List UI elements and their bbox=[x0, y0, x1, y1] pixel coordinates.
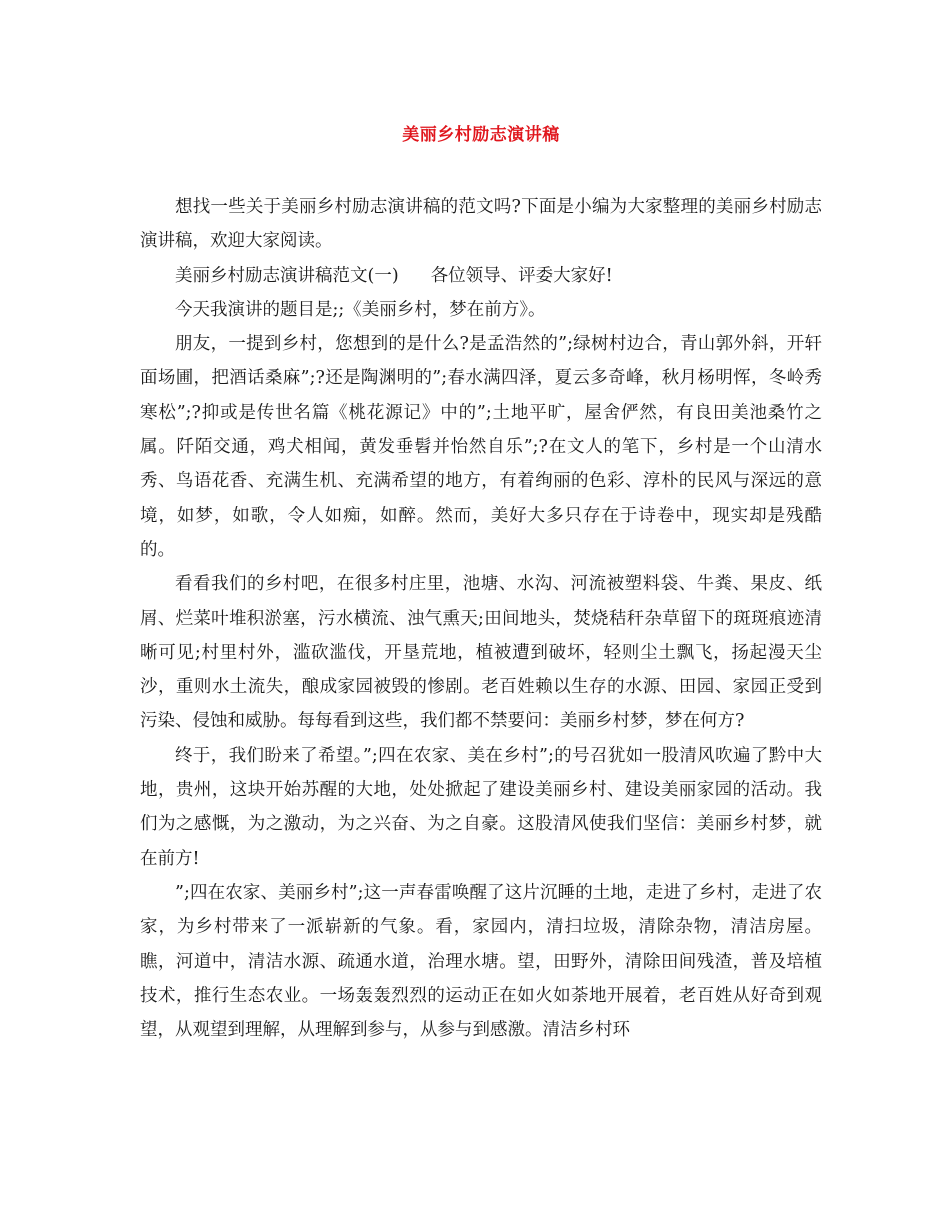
body-paragraph: ”;四在农家、美丽乡村”;这一声春雷唤醒了这片沉睡的土地，走进了乡村，走进了农家，为乡村带来了一派崭新的气象。看，家园内，清扫垃圾，清除杂物，清洁房屋。瞧，河道中，清洁水源、疏通水道，治理水塘。望，田野外，清除田间残渣，普及培植技术，推行生态农业。一场轰轰烈烈的运动正在如火如荼地开展着，老百姓从好奇到观望，从观望到理解，从理解到参与，从参与到感激。清洁乡村环 bbox=[140, 882, 822, 1041]
section-heading: 美丽乡村励志演讲稿范文(一) bbox=[175, 265, 399, 286]
body-paragraph: 朋友，一提到乡村，您想到的是什么?是孟浩然的”;绿树村边合，青山郭外斜，开轩面场圃，把酒话桑麻”;?还是陶渊明的”;春水满四泽，夏云多奇峰，秋月杨明恽，冬岭秀寒松”;?抑或是传世名篇《桃花源记》中的”;土地平旷，屋舍俨然，有良田美池桑竹之属。阡陌交通，鸡犬相闻，黄发垂髫并怡然自乐”;?在文人的笔下，乡村是一个山清水秀、鸟语花香、充满生机、充满希望的地方，有着绚丽的色彩、淳朴的民风与深远的意境，如梦，如歌，令人如痴，如醉。然而，美好大多只存在于诗卷中，现实却是残酷的。 bbox=[140, 334, 822, 560]
body-paragraph: 终于，我们盼来了希望。”;四在农家、美在乡村”;的号召犹如一股清风吹遍了黔中大地，贵州，这块开始苏醒的大地，处处掀起了建设美丽乡村、建设美丽家园的活动。我们为之感慨，为之激动，为之兴奋、为之自豪。这股清风使我们坚信：美丽乡村梦，就在前方! bbox=[140, 745, 822, 869]
document-title: 美丽乡村励志演讲稿 bbox=[402, 125, 560, 145]
document-page bbox=[140, 118, 822, 1047]
speech-topic-paragraph: 今天我演讲的题目是;;《美丽乡村，梦在前方》。 bbox=[175, 299, 546, 320]
intro-paragraph: 想找一些关于美丽乡村励志演讲稿的范文吗?下面是小编为大家整理的美丽乡村励志演讲稿，欢迎大家阅读。 bbox=[140, 197, 822, 252]
body-paragraph: 看看我们的乡村吧，在很多村庄里，池塘、水沟、河流被塑料袋、牛粪、果皮、纸屑、烂菜叶堆积淤塞，污水横流、浊气熏天;田间地头，焚烧秸秆杂草留下的斑斑痕迹清晰可见;村里村外，滥砍滥伐，开垦荒地，植被遭到破坏，轻则尘土飘飞，扬起漫天尘沙，重则水土流失，酿成家园被毁的惨剧。老百姓赖以生存的水源、田园、家园正受到污染、侵蚀和威胁。每每看到这些，我们都不禁要问：美丽乡村梦，梦在何方? bbox=[140, 574, 822, 732]
greeting: 各位领导、评委大家好! bbox=[430, 265, 613, 286]
subheading-line bbox=[140, 259, 822, 293]
